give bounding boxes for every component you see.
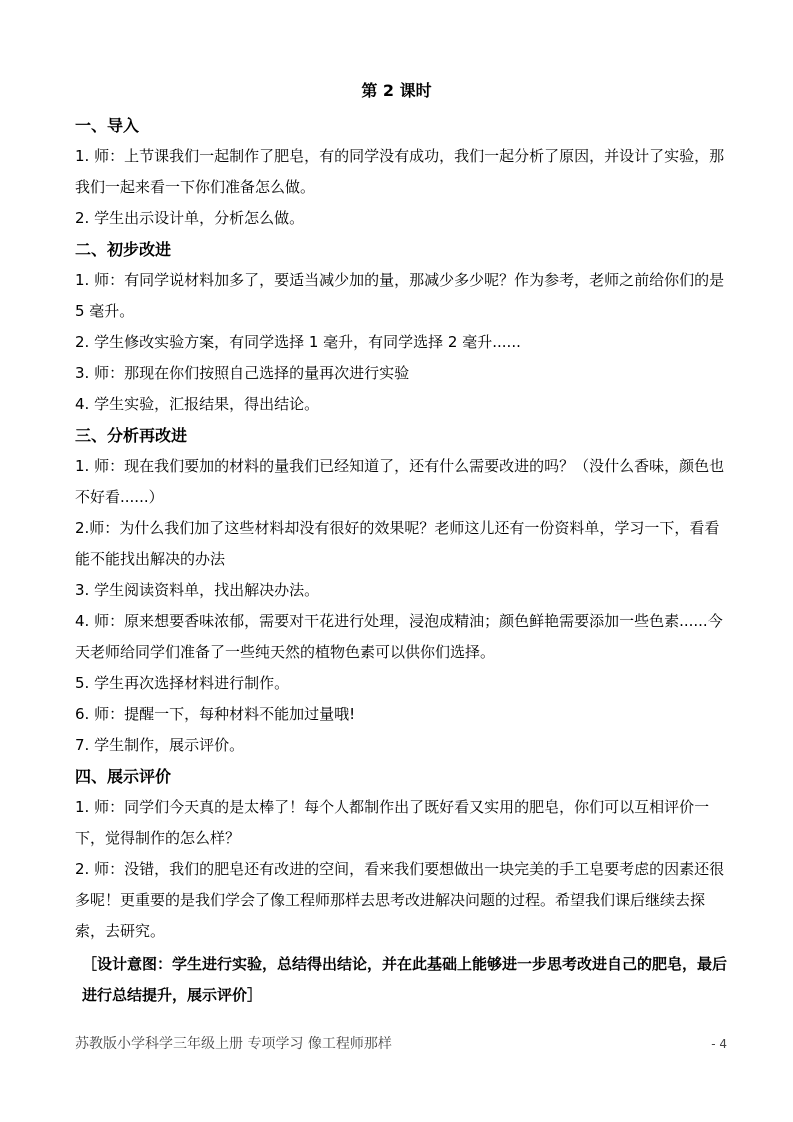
section-intro bbox=[75, 110, 727, 234]
paragraph: 4. 师：原来想要香味浓郁，需要对干花进行处理，浸泡成精油；颜色鲜艳需要添加一些色素......今天老师给同学们准备了一些纯天然的植物色素可以供你们选择。 bbox=[75, 612, 723, 661]
design-intent-note: ［设计意图：学生进行实验，总结得出结论，并在此基础上能够进一步思考改进自己的肥皂，最后进行总结提升，展示评价］ bbox=[82, 955, 728, 1004]
section-analysis-improvement bbox=[75, 420, 727, 761]
section-heading: 三、分析再改进 bbox=[75, 426, 188, 445]
paragraph: 2. 师：没错，我们的肥皂还有改进的空间，看来我们要想做出一块完美的手工皂要考虑的因素还很多呢！更重要的是我们学会了像工程师那样去思考改进解决问题的过程。希望我们课后继续去探索，去研究。 bbox=[75, 860, 725, 940]
paragraph: 2. 学生出示设计单，分析怎么做。 bbox=[75, 209, 305, 227]
paragraph: 2.师：为什么我们加了这些材料却没有很好的效果呢？老师这儿还有一份资料单，学习一下，看看能不能找出解决的办法 bbox=[75, 519, 720, 568]
paragraph: 6. 师：提醒一下，每种材料不能加过量哦! bbox=[75, 705, 356, 723]
paragraph: 7. 学生制作，展示评价。 bbox=[75, 736, 245, 754]
paragraph: 3. 师：那现在你们按照自己选择的量再次进行实验 bbox=[75, 364, 410, 382]
page-number: - 4 bbox=[711, 1037, 727, 1051]
paragraph: 2. 学生修改实验方案，有同学选择 1 毫升，有同学选择 2 毫升...... bbox=[75, 333, 521, 351]
section-heading: 一、导入 bbox=[75, 116, 140, 135]
paragraph: 1. 师：现在我们要加的材料的量我们已经知道了，还有什么需要改进的吗？（没什么香味，颜色也不好看......） bbox=[75, 457, 725, 506]
footer-course-title: 苏教版小学科学三年级上册 专项学习 像工程师那样 bbox=[75, 1036, 392, 1052]
section-showcase-evaluation bbox=[75, 761, 727, 947]
paragraph: 4. 学生实验，汇报结果，得出结论。 bbox=[75, 395, 320, 413]
paragraph: 1. 师：有同学说材料加多了，要适当减少加的量，那减少多少呢？作为参考，老师之前给你们的是 5 毫升。 bbox=[75, 271, 725, 320]
section-heading: 二、初步改进 bbox=[75, 240, 172, 259]
paragraph: 1. 师：上节课我们一起制作了肥皂，有的同学没有成功，我们一起分析了原因，并设计了实验，那我们一起来看一下你们准备怎么做。 bbox=[75, 147, 725, 196]
paragraph: 5. 学生再次选择材料进行制作。 bbox=[75, 674, 290, 692]
lesson-content bbox=[75, 110, 727, 1011]
paragraph: 1. 师：同学们今天真的是太棒了！每个人都制作出了既好看又实用的肥皂，你们可以互相评价一下，觉得制作的怎么样？ bbox=[75, 798, 710, 847]
paragraph: 3. 学生阅读资料单，找出解决办法。 bbox=[75, 581, 320, 599]
section-initial-improvement bbox=[75, 234, 727, 420]
section-heading: 四、展示评价 bbox=[75, 767, 172, 786]
page-title: 第 2 课时 bbox=[361, 81, 432, 100]
